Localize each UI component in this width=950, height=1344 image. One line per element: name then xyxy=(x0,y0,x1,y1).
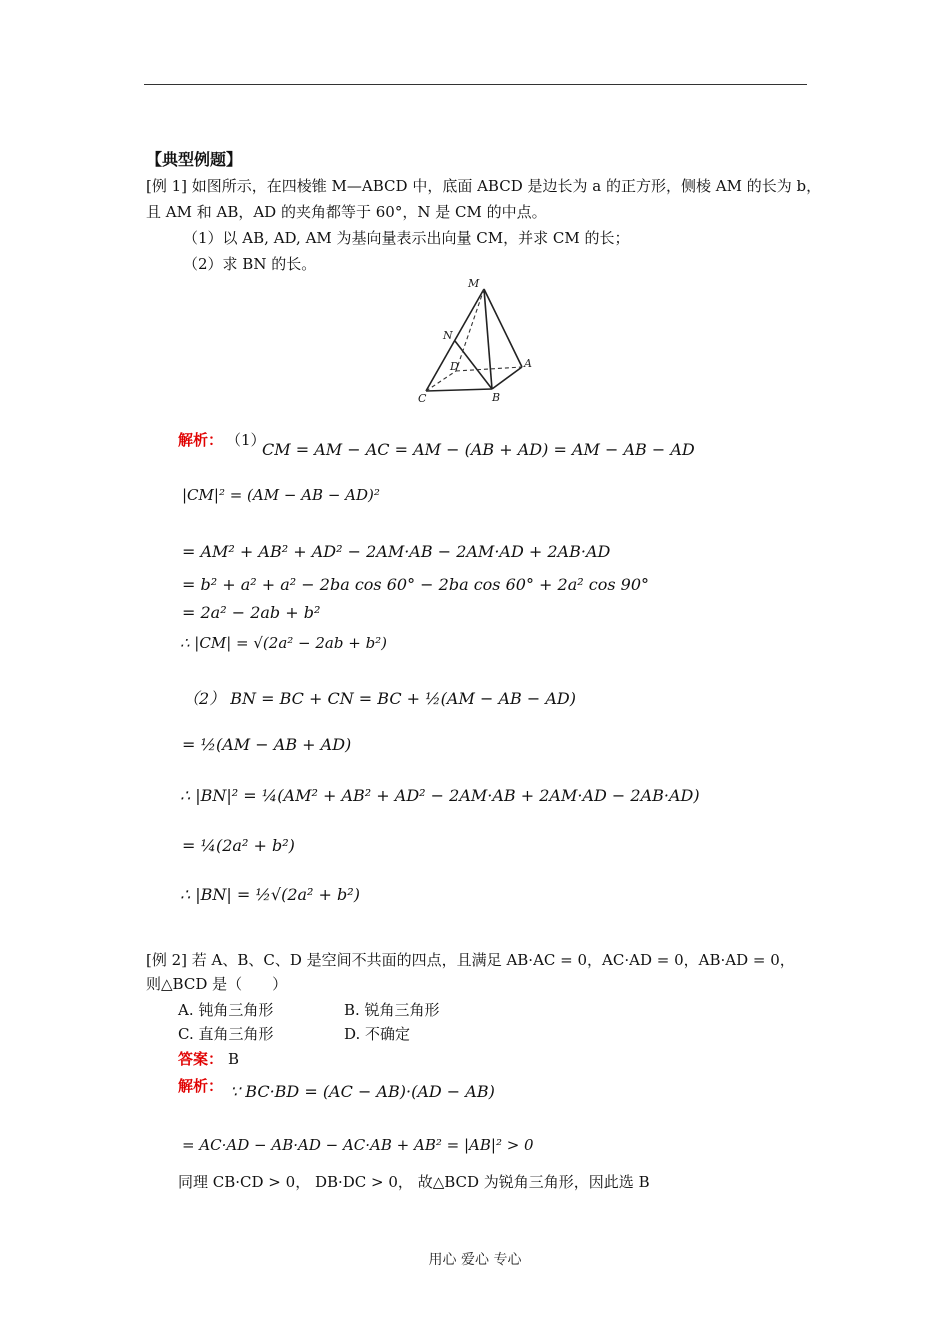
label-B: B xyxy=(492,391,501,404)
answer-label: 答案： xyxy=(178,1050,224,1068)
example1-question2: （2）求 BN 的长。 xyxy=(183,255,317,273)
equation-dot-products: = AM² + AB² + AD² − 2AM·AB − 2AM·AD + 2AB·AD xyxy=(182,542,611,561)
solution1-label: 解析： xyxy=(178,431,224,449)
header-rule xyxy=(144,84,807,85)
label-N: N xyxy=(443,329,453,342)
equation-bn-length: ∴ |BN| = ½√(2a² + b²) xyxy=(180,885,360,904)
edge-MC xyxy=(426,289,484,391)
pyramid-figure xyxy=(412,275,540,405)
example2-line1: [例 2] 若 A、B、C、D 是空间不共面的四点，且满足 AB·AC = 0，AC·AD = 0，AB·AD = 0， xyxy=(146,951,795,969)
equation-bn-squared: ∴ |BN|² = ¼(AM² + AB² + AD² − 2AM·AB + 2AM·AD − 2AB·AD) xyxy=(180,786,700,805)
example1-question1: （1）以 AB, AD, AM 为基向量表示出向量 CM，并求 CM 的长； xyxy=(183,229,630,247)
solution1-part1-prefix: （1） xyxy=(226,431,266,449)
section-heading: 【典型例题】 xyxy=(146,150,243,169)
edge-CB xyxy=(426,389,492,391)
conclusion-line: 同理 CB·CD > 0， DB·DC > 0， 故△BCD 为锐角三角形，因此选 B xyxy=(178,1173,650,1191)
option-d: D. 不确定 xyxy=(344,1025,411,1043)
label-A: A xyxy=(524,357,532,370)
edge-CD xyxy=(426,371,456,391)
answer-value: B xyxy=(228,1050,240,1068)
example2-line2: 则△BCD 是（ ） xyxy=(146,975,288,993)
example1-line1: [例 1] 如图所示，在四棱锥 M—ABCD 中，底面 ABCD 是边长为 a 的正方形，侧棱 AM 的长为 b， xyxy=(146,177,822,195)
equation-cm-squared: |CM|² = (AM − AB − AD)² xyxy=(182,486,380,504)
equation-bc-bd: ∵ BC·BD = (AC − AB)·(AD − AB) xyxy=(230,1082,495,1101)
label-M: M xyxy=(468,277,480,290)
equation-cm-length: ∴ |CM| = √(2a² − 2ab + b²) xyxy=(180,634,388,652)
option-a: A. 钝角三角形 xyxy=(178,1001,274,1019)
equation-bn-expansion: （2） BN = BC + CN = BC + ½(AM − AB − AD) xyxy=(183,689,576,708)
edge-DA xyxy=(456,367,522,371)
page-footer: 用心 爱心 专心 xyxy=(428,1252,522,1268)
edge-BA xyxy=(492,367,522,389)
label-C: C xyxy=(418,392,427,405)
equation-bn-half: = ½(AM − AB + AD) xyxy=(182,735,352,754)
option-c: C. 直角三角形 xyxy=(178,1025,274,1043)
equation-cosine-substitution: = b² + a² + a² − 2ba cos 60° − 2ba cos 60° + 2a² cos 90° xyxy=(182,575,650,594)
equation-simplified: = 2a² − 2ab + b² xyxy=(182,603,321,622)
equation-cm-expansion: CM = AM − AC = AM − (AB + AD) = AM − AB − AD xyxy=(262,440,695,459)
segment-NB xyxy=(455,341,492,389)
solution2-label: 解析： xyxy=(178,1077,224,1095)
option-b: B. 锐角三角形 xyxy=(344,1001,440,1019)
example1-line2: 且 AM 和 AB，AD 的夹角都等于 60°，N 是 CM 的中点。 xyxy=(146,203,547,221)
equation-bc-bd-result: = AC·AD − AB·AD − AC·AB + AB² = |AB|² > 0 xyxy=(182,1136,534,1154)
equation-bn-squared-result: = ¼(2a² + b²) xyxy=(182,836,295,855)
label-D: D xyxy=(450,360,459,373)
